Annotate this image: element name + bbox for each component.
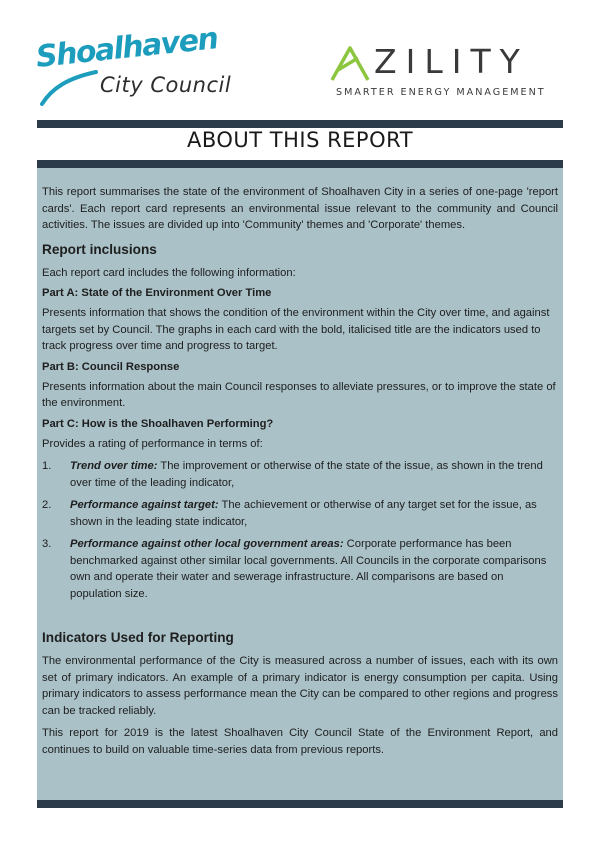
indicators-paragraph-2: This report for 2019 is the latest Shoalhaven City Council State of the Environment Report, and continues to build on valuable time-series data from previous reports.	[42, 727, 558, 756]
list-item-lead: Performance against target:	[70, 499, 219, 511]
title-band-bottom	[37, 160, 563, 168]
list-item	[42, 497, 558, 530]
list-item-lead: Performance against other local government areas:	[70, 538, 344, 550]
performance-rating-list	[42, 458, 558, 602]
council-logo-subtitle: City Council	[100, 73, 232, 97]
report-inclusions-heading: Report inclusions	[42, 241, 157, 257]
part-c-heading: Part C: How is the Shoalhaven Performing?	[42, 417, 274, 430]
wave-swoosh-icon	[38, 68, 98, 108]
azility-logo	[328, 44, 558, 104]
list-item	[42, 536, 558, 602]
part-a-heading: Part A: State of the Environment Over Time	[42, 287, 272, 299]
azility-logo-word: ZILITY	[374, 42, 529, 81]
shoalhaven-logo-word: Shoalhaven	[34, 21, 219, 75]
part-b-heading: Part B: Council Response	[42, 360, 180, 373]
intro-paragraph: This report summarises the state of the environment of Shoalhaven City in a series of one-page 'report cards'. Each report card represents an environmental issue relevant to the community and Council activities. The issues are divided up into 'Community' themes and 'Corporate' themes.	[42, 186, 558, 231]
azility-tagline: SMARTER ENERGY MANAGEMENT	[336, 87, 546, 98]
list-item-lead: Trend over time:	[70, 460, 158, 472]
azility-a-mark-icon	[328, 44, 374, 84]
shoalhaven-city-council-logo	[34, 21, 248, 112]
list-item-number: 2.	[42, 499, 52, 511]
title-band-top	[37, 120, 563, 128]
report-inclusions-lead: Each report card includes the following information:	[42, 266, 296, 279]
indicators-paragraph-1: The environmental performance of the City is measured across a number of issues, each with its own set of primary indicators. An example of a primary indicator is energy consumption per capita. Using primary indicators to assess performance mean the City can be compared to other regions and progress can be tracked reliably.	[42, 655, 558, 717]
part-c-text: Provides a rating of performance in terms of:	[42, 437, 263, 450]
page-title: ABOUT THIS REPORT	[186, 128, 414, 152]
list-item-text: Corporate performance has been benchmarked against other similar local governments. All Councils in the corporate comparisons own and operate their water and sewerage infrastructure. All comparisons are based on population size.	[70, 538, 547, 600]
footer-band	[37, 800, 563, 808]
list-item	[42, 458, 558, 491]
part-a-text: Presents information that shows the condition of the environment within the City over time, and against targets set by Council. The graphs in each card with the bold, italicised title are the indicators used to track progress over time and progress to target.	[42, 307, 550, 352]
list-item-text: The achievement or otherwise of any target set for the issue, as shown in the leading state indicator,	[70, 499, 537, 528]
content-panel	[37, 168, 563, 800]
list-item-number: 1.	[42, 460, 52, 472]
indicators-heading: Indicators Used for Reporting	[42, 630, 234, 645]
part-b-text: Presents information about the main Council responses to alleviate pressures, or to improve the state of the environment.	[42, 380, 556, 409]
list-item-text: The improvement or otherwise of the state of the issue, as shown in the trend over time of the leading indicator,	[70, 460, 543, 489]
list-item-number: 3.	[42, 538, 52, 550]
